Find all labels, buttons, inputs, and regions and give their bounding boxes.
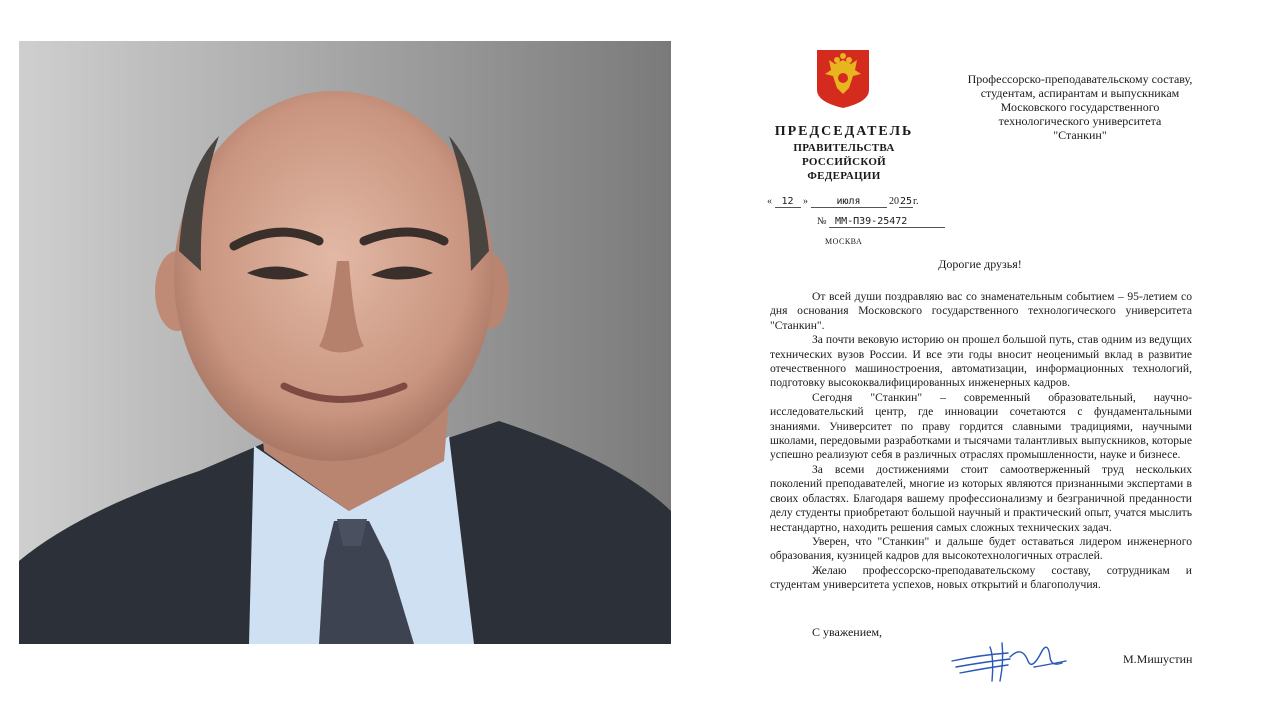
body-paragraph: Уверен, что "Станкин" и дальше будет оставаться лидером инженерного образования, кузницей кадров для высокотехнологичных отраслей. xyxy=(770,534,1192,563)
portrait-illustration xyxy=(19,41,671,644)
date-year-suffix: г. xyxy=(913,196,919,207)
coat-of-arms-icon xyxy=(815,48,871,110)
date-close-quote: » xyxy=(803,196,808,207)
date-month: июля xyxy=(811,196,887,208)
letter-document xyxy=(745,40,1215,700)
number-label: № xyxy=(817,216,827,227)
body-paragraph: За всеми достижениями стоит самоотверженный труд нескольких поколений преподавателей, многие из которых являются признанными экспертами в своих областях. Благодаря вашему профессионализму и безграничной преданности делу студенты приобретают большой научный и практический опыт, учатся мыслить нестандартно, находить решения самых сложных технических задач. xyxy=(770,462,1192,534)
body-paragraph: Желаю профессорско-преподавательскому составу, сотрудникам и студентам университета успехов, новых открытий и благополучия. xyxy=(770,563,1192,592)
addressee-line: студентам, аспирантам и выпускникам xyxy=(980,86,1180,100)
document-number: ММ-П39-25472 xyxy=(829,216,945,228)
date-line xyxy=(767,196,918,208)
greeting: Дорогие друзья! xyxy=(938,257,1022,271)
signer-name: М.Мишустин xyxy=(1123,652,1193,666)
portrait-photo xyxy=(19,41,671,644)
city-label: МОСКВА xyxy=(825,237,863,246)
body-paragraph: Сегодня "Станкин" – современный образовательный, научно-исследовательский центр, где инновации сочетаются с фундаментальными знаниями. Университет по праву гордится славными традициями, научными школами, передовыми разработками и тысячами талантливых выпускников, которые успешно реализуют себя в различных отраслях промышленности, науке и бизнесе. xyxy=(770,390,1192,462)
letterhead-subtitle-1: ПРАВИТЕЛЬСТВА xyxy=(793,142,895,154)
body-paragraph: За почти вековую историю он прошел большой путь, став одним из ведущих технических вузов России. И все эти годы вносит неоценимый вклад в развитие отечественного машиностроения, автоматизации, информационных технологий, подготовку высококвалифицированных инженерных кадров. xyxy=(770,333,1192,390)
handwritten-signature xyxy=(950,637,1070,685)
date-year: 25 xyxy=(899,196,913,207)
addressee-line: Московского государственного xyxy=(1000,100,1160,114)
addressee-line: технологического университета xyxy=(998,114,1162,128)
letterhead-subtitle-2: РОССИЙСКОЙ ФЕДЕРАЦИИ xyxy=(801,156,887,182)
letterhead xyxy=(769,123,919,183)
addressee-line: Профессорско-преподавательскому составу, xyxy=(967,72,1193,86)
letter-body xyxy=(770,290,1192,593)
body-paragraph: От всей души поздравляю вас со знаменательным событием – 95-летием со дня основания Московского государственного технологического университета "Станкин". xyxy=(770,290,1192,332)
closing: С уважением, xyxy=(812,625,883,639)
addressee-block xyxy=(950,72,1210,142)
date-open-quote: « xyxy=(767,196,772,207)
document-number-line xyxy=(817,216,945,228)
addressee-line: "Станкин" xyxy=(1053,128,1107,142)
letterhead-title: ПРЕДСЕДАТЕЛЬ xyxy=(774,124,914,139)
date-day: 12 xyxy=(775,196,801,208)
date-year-prefix: 20 xyxy=(889,196,899,207)
